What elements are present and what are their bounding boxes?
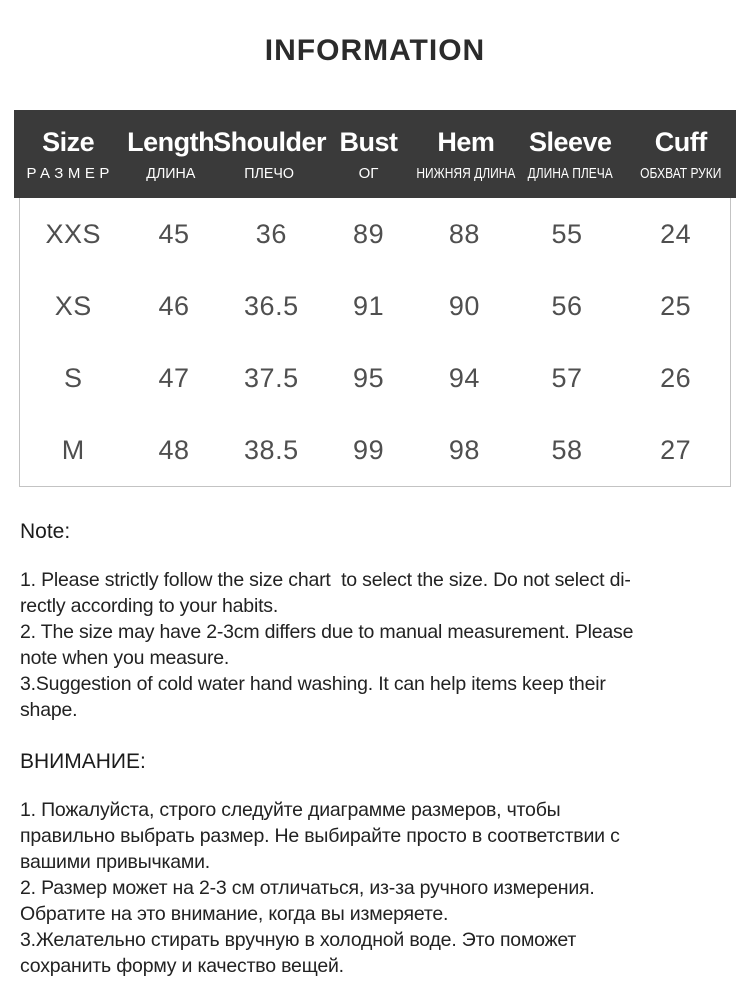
note-line: 1. Пожалуйста, строго следуйте диаграмме размеров, чтобы — [20, 799, 561, 821]
note-body-ru — [20, 797, 730, 979]
note-line: сохранить форму и качество вещей. — [20, 955, 344, 977]
note-line: 3.Suggestion of cold water hand washing. It can help items keep their — [20, 673, 606, 695]
hem-value: 98 — [448, 434, 480, 465]
column-header-size-en: Size — [42, 126, 95, 157]
note-section-ru — [20, 748, 730, 979]
shoulder-value: 38.5 — [244, 434, 299, 465]
note-section-en — [20, 518, 730, 723]
cuff-value: 24 — [660, 218, 692, 249]
column-header-length — [122, 127, 219, 182]
sleeve-value: 58 — [551, 434, 583, 465]
column-header-bust-en: Bust — [339, 126, 398, 157]
length-value: 45 — [158, 218, 190, 249]
column-header-length-ru: ДЛИНА — [146, 164, 196, 182]
column-header-cuff — [625, 127, 735, 182]
size-chart-header-row — [14, 110, 736, 198]
bust-value: 99 — [353, 434, 385, 465]
sleeve-value: 55 — [551, 218, 583, 249]
note-line: Обратите на это внимание, когда вы измеряете. — [20, 903, 449, 925]
size-chart-body — [19, 198, 731, 487]
note-line: shape. — [20, 699, 78, 721]
note-heading-ru: ВНИМАНИЕ: — [20, 750, 146, 773]
column-header-hem — [417, 127, 515, 182]
column-header-shoulder-ru: ПЛЕЧО — [244, 164, 295, 182]
column-header-sleeve — [515, 127, 625, 182]
shoulder-value: 36.5 — [244, 290, 299, 321]
size-chart — [0, 110, 750, 487]
bust-value: 89 — [353, 218, 385, 249]
note-line: 1. Please strictly follow the size chart to select the size. Do not select di- — [20, 569, 631, 591]
hem-value: 88 — [448, 218, 480, 249]
shoulder-value: 36 — [255, 218, 287, 249]
note-heading-en: Note: — [20, 520, 71, 543]
note-line: rectly according to your habits. — [20, 595, 279, 617]
column-header-sleeve-ru: ДЛИНА ПЛЕЧА — [527, 164, 613, 182]
shoulder-value: 37.5 — [244, 362, 299, 393]
column-header-bust-ru: ОГ — [358, 164, 379, 182]
column-header-hem-ru: НИЖНЯЯ ДЛИНА — [416, 164, 516, 182]
cuff-value: 25 — [660, 290, 692, 321]
table-row-xxs — [20, 198, 730, 270]
bust-value: 91 — [353, 290, 385, 321]
column-header-size-ru: РАЗМЕР — [26, 164, 114, 182]
column-header-bust — [320, 127, 417, 182]
size-label: S — [63, 362, 83, 393]
note-line: 2. The size may have 2-3cm differs due to manual measurement. Please — [20, 621, 634, 643]
length-value: 47 — [158, 362, 190, 393]
sleeve-value: 56 — [551, 290, 583, 321]
length-value: 46 — [158, 290, 190, 321]
hem-value: 90 — [448, 290, 480, 321]
hem-value: 94 — [448, 362, 480, 393]
note-line: note when you measure. — [20, 647, 230, 669]
note-line: 2. Размер может на 2-3 см отличаться, из-за ручного измерения. — [20, 877, 595, 899]
column-header-sleeve-en: Sleeve — [528, 126, 612, 157]
note-line: вашими привычками. — [20, 851, 210, 873]
note-body-en — [20, 567, 730, 723]
size-label: M — [61, 434, 85, 465]
page-title: INFORMATION — [264, 34, 486, 67]
note-line: 3.Желательно стирать вручную в холодной воде. Это поможет — [20, 929, 577, 951]
column-header-cuff-en: Cuff — [654, 126, 707, 157]
size-label: XXS — [45, 218, 102, 249]
column-header-hem-en: Hem — [437, 126, 495, 157]
column-header-length-en: Length — [127, 126, 215, 157]
sleeve-value: 57 — [551, 362, 583, 393]
column-header-shoulder-en: Shoulder — [213, 126, 327, 157]
cuff-value: 27 — [660, 434, 692, 465]
column-header-shoulder — [213, 126, 327, 182]
column-header-cuff-ru: ОБХВАТ РУКИ — [640, 164, 722, 182]
bust-value: 95 — [353, 362, 385, 393]
table-row-m — [20, 414, 730, 486]
size-label: XS — [54, 290, 92, 321]
cuff-value: 26 — [660, 362, 692, 393]
column-header-size — [14, 127, 122, 182]
note-line: правильно выбрать размер. Не выбирайте просто в соответствии с — [20, 825, 620, 847]
length-value: 48 — [158, 434, 190, 465]
table-row-s — [20, 342, 730, 414]
table-row-xs — [20, 270, 730, 342]
